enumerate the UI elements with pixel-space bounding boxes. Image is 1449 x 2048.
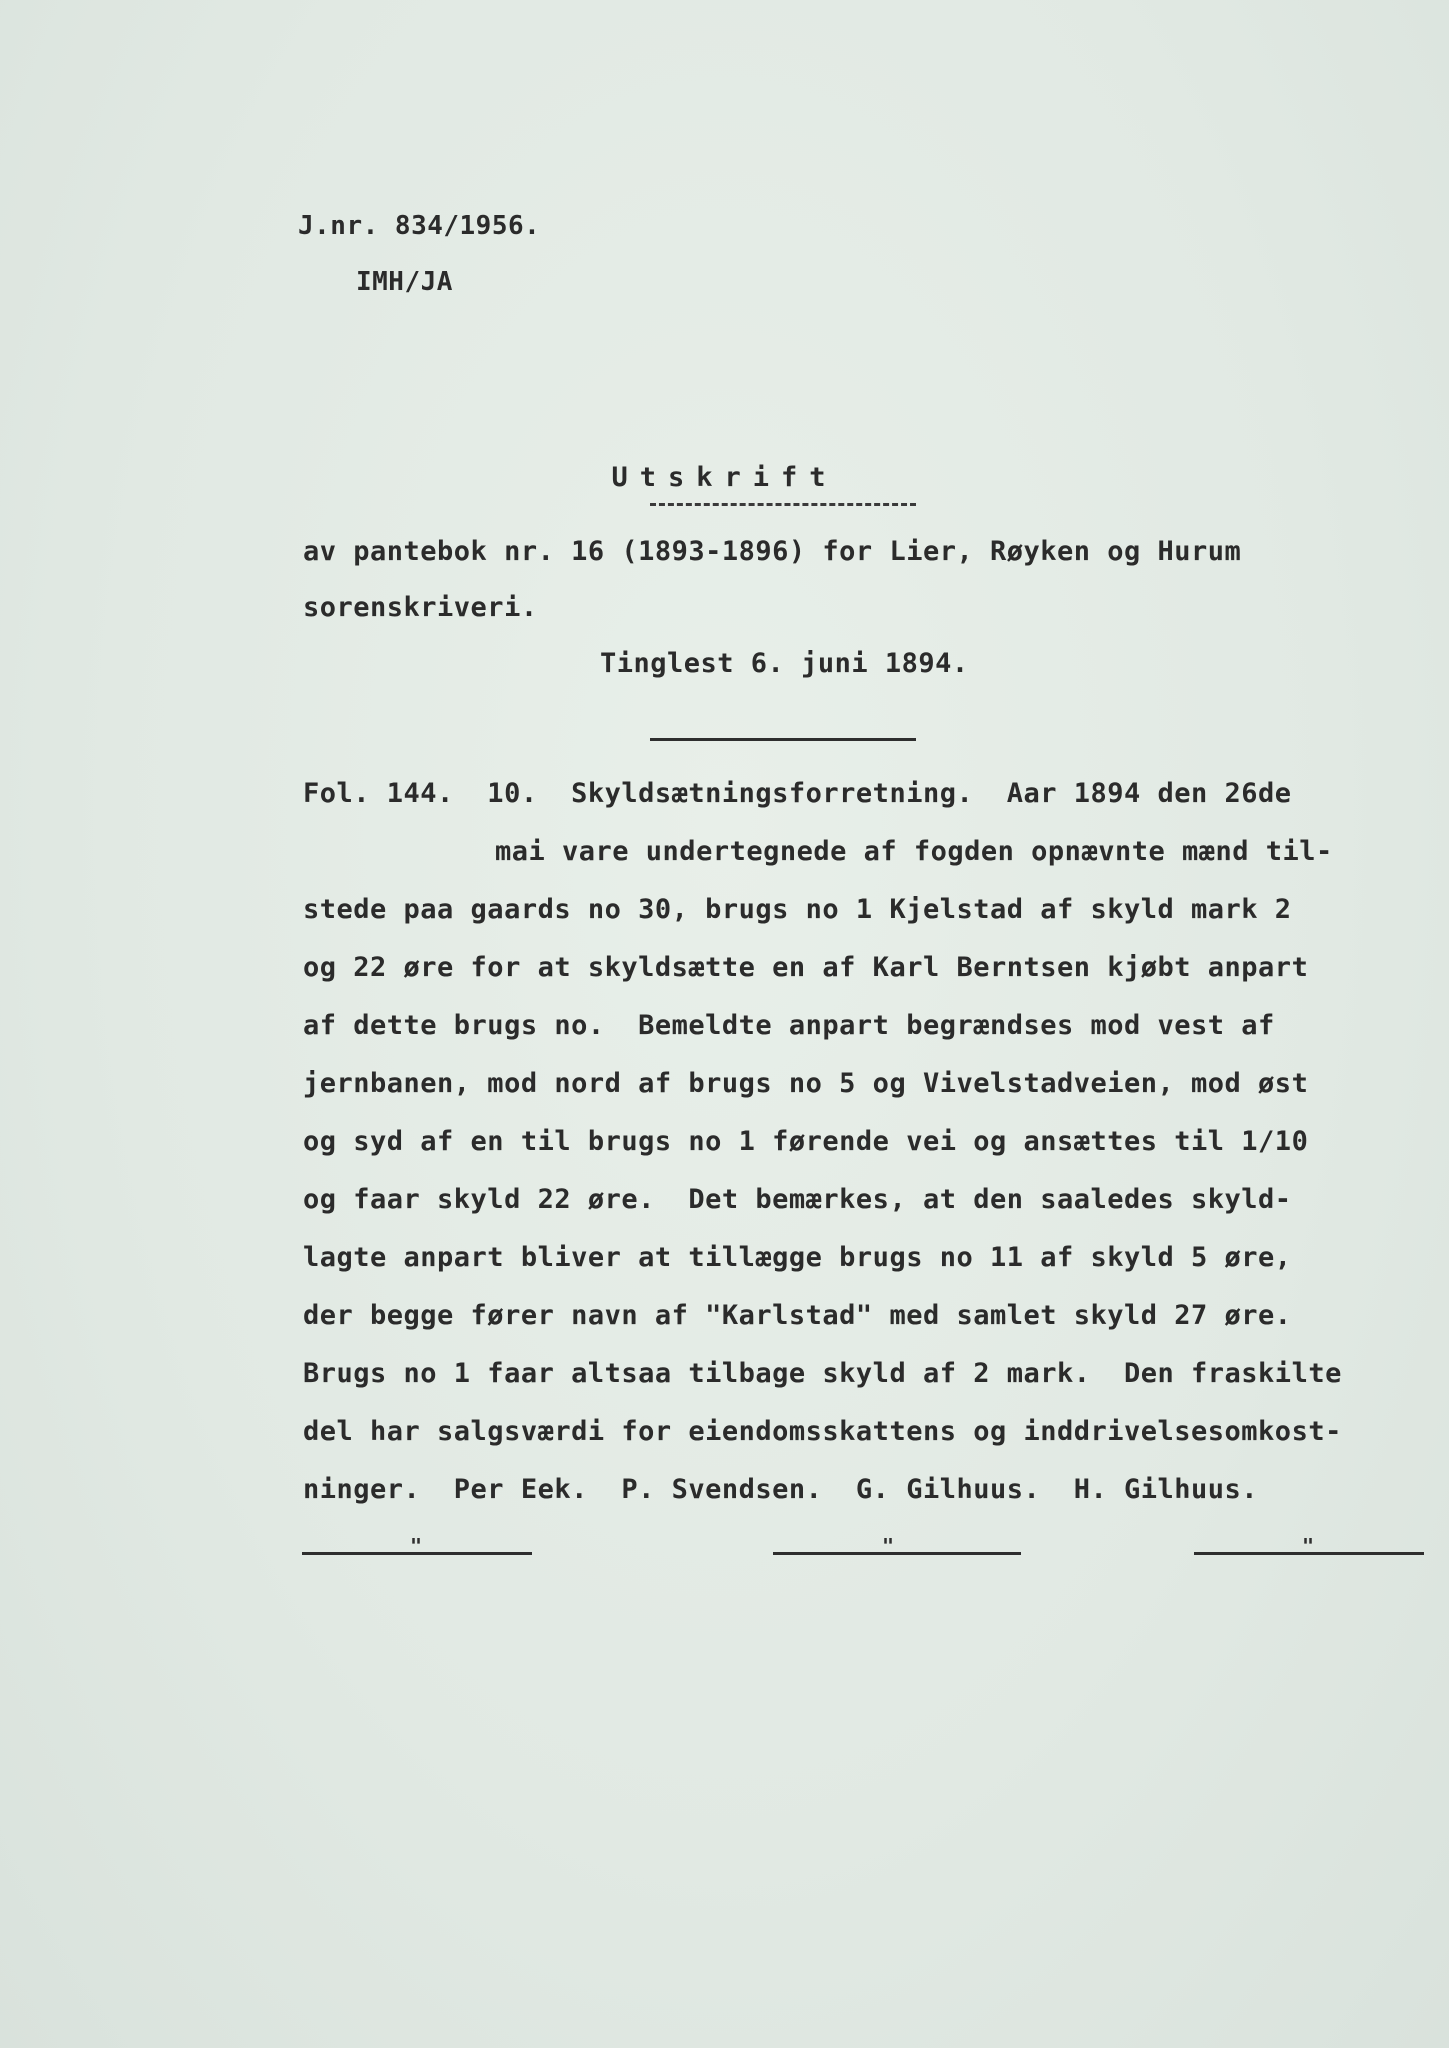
body-line: og 22 øre for at skyldsætte en af Karl Berntsen kjøbt anpart xyxy=(303,952,1309,983)
title-underline xyxy=(650,503,916,506)
body-line: og faar skyld 22 øre. Det bemærkes, at den saaledes skyld- xyxy=(303,1184,1292,1215)
body-line: del har salgsværdi for eiendomsskattens og inddrivelsesomkost- xyxy=(303,1416,1342,1447)
section-divider xyxy=(650,738,916,741)
body-line: stede paa gaards no 30, brugs no 1 Kjelstad af skyld mark 2 xyxy=(303,894,1292,925)
initials: IMH/JA xyxy=(356,267,453,297)
journal-number: J.nr. 834/1956. xyxy=(298,211,541,241)
body-line: Brugs no 1 faar altsaa tilbage skyld af 2 mark. Den fraskilte xyxy=(303,1358,1342,1389)
ditto-mark-1: " xyxy=(410,1534,423,1558)
registered-date: Tinglest 6. juni 1894. xyxy=(600,648,969,679)
body-line: jernbanen, mod nord af brugs no 5 og Vivelstadveien, mod øst xyxy=(303,1068,1309,1099)
body-line-first: Fol. 144. 10. Skyldsætningsforretning. Aar 1894 den 26de xyxy=(303,778,1292,809)
ditto-mark-2: " xyxy=(882,1534,895,1558)
subtitle-line-1: av pantebok nr. 16 (1893-1896) for Lier, Røyken og Hurum xyxy=(303,536,1242,567)
body-line: ninger. Per Eek. P. Svendsen. G. Gilhuus. H. Gilhuus. xyxy=(303,1474,1259,1505)
body-line-indented: mai vare undertegnede af fogden opnævnte mænd til- xyxy=(495,836,1333,867)
body-line: af dette brugs no. Bemeldte anpart begrændses mod vest af xyxy=(303,1010,1275,1041)
document-title: Utskrift xyxy=(611,462,838,493)
body-line: der begge fører navn af "Karlstad" med samlet skyld 27 øre. xyxy=(303,1300,1292,1331)
ditto-mark-3: " xyxy=(1302,1534,1315,1558)
body-line: og syd af en til brugs no 1 førende vei og ansættes til 1/10 xyxy=(303,1126,1309,1157)
signature-rule-2 xyxy=(773,1552,1021,1555)
subtitle-line-2: sorenskriveri. xyxy=(303,592,538,623)
body-line: lagte anpart bliver at tillægge brugs no 11 af skyld 5 øre, xyxy=(303,1242,1292,1273)
